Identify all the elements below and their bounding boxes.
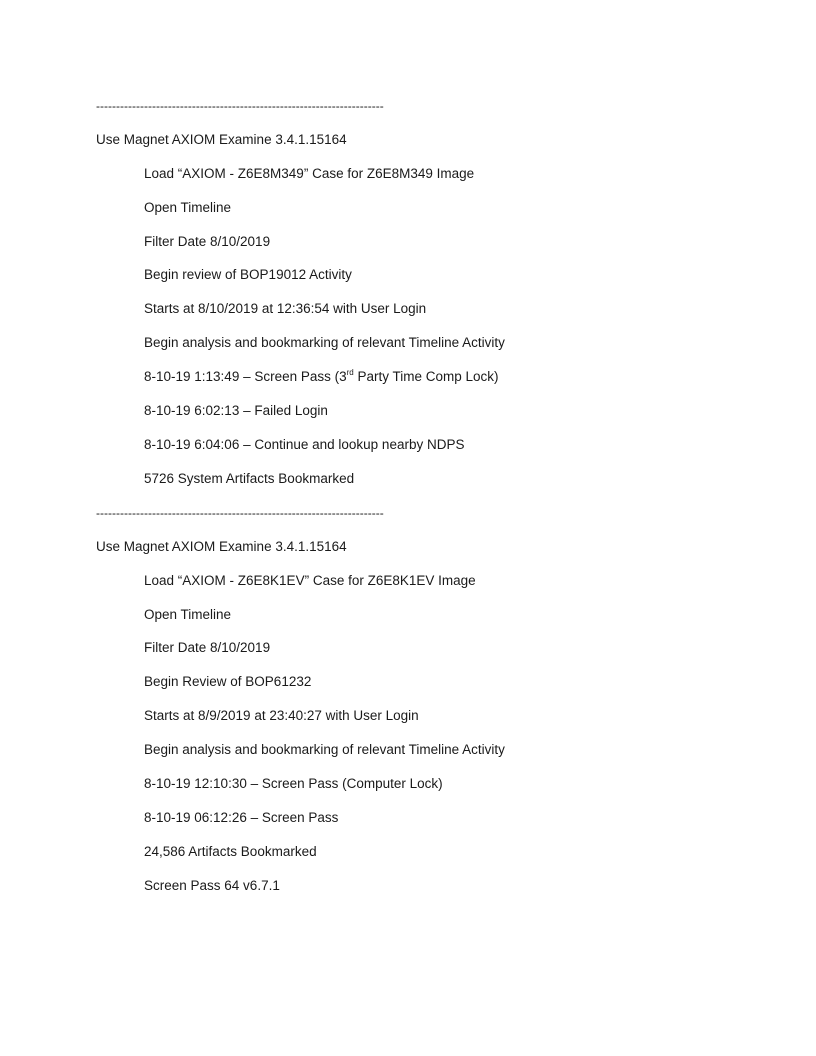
step-line: Starts at 8/9/2019 at 23:40:27 with User Login	[144, 708, 419, 723]
section-heading: Use Magnet AXIOM Examine 3.4.1.15164	[96, 539, 347, 554]
step-line: 8-10-19 6:02:13 – Failed Login	[144, 403, 328, 418]
step-line: Starts at 8/10/2019 at 12:36:54 with User Login	[144, 301, 427, 316]
step-line: Begin analysis and bookmarking of relevant Timeline Activity	[144, 742, 505, 757]
step-line: Load “AXIOM - Z6E8M349” Case for Z6E8M349 Image	[144, 166, 475, 181]
separator-line: ------------------------------------------------------------------------	[96, 506, 384, 520]
separator-line: ------------------------------------------------------------------------	[96, 99, 384, 113]
ordinal-superscript: rd	[346, 367, 354, 377]
step-line: 24,586 Artifacts Bookmarked	[144, 844, 317, 859]
step-line: Filter Date 8/10/2019	[144, 234, 271, 249]
step-line: Begin Review of BOP61232	[144, 674, 312, 689]
step-line: Begin review of BOP19012 Activity	[144, 267, 352, 282]
step-line: Open Timeline	[144, 607, 232, 622]
step-line: 8-10-19 12:10:30 – Screen Pass (Computer Lock)	[144, 776, 443, 791]
step-line	[144, 369, 499, 385]
step-line: Load “AXIOM - Z6E8K1EV” Case for Z6E8K1EV Image	[144, 573, 476, 588]
step-line: Begin analysis and bookmarking of relevant Timeline Activity	[144, 335, 505, 350]
step-line: Filter Date 8/10/2019	[144, 640, 271, 655]
step-line: 8-10-19 06:12:26 – Screen Pass	[144, 810, 339, 825]
step-line: Open Timeline	[144, 200, 232, 215]
step-text-after: Party Time Comp Lock)	[353, 369, 499, 384]
step-line: 8-10-19 6:04:06 – Continue and lookup nearby NDPS	[144, 437, 465, 452]
section-heading: Use Magnet AXIOM Examine 3.4.1.15164	[96, 132, 347, 147]
step-line: 5726 System Artifacts Bookmarked	[144, 471, 355, 486]
step-line: Screen Pass 64 v6.7.1	[144, 878, 280, 893]
step-text-before: 8-10-19 1:13:49 – Screen Pass (3	[144, 369, 347, 384]
